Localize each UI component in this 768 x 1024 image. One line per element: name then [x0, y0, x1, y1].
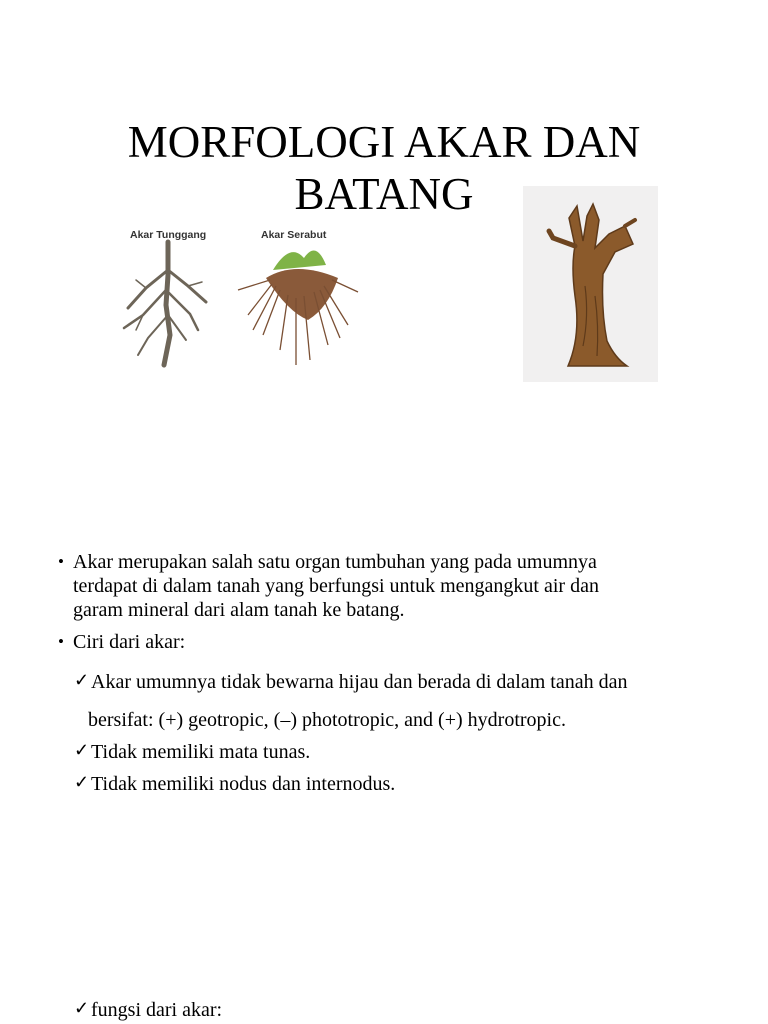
bullet-line: Akar merupakan salah satu organ tumbuhan yang pada umumnya [73, 551, 597, 573]
taproot-label: Akar Tunggang [130, 229, 207, 241]
tree-trunk-icon [523, 186, 658, 382]
bullet-line: Ciri dari akar: [73, 631, 186, 653]
title-line-2: BATANG [294, 169, 474, 219]
bullet-marker-2: • [58, 632, 64, 651]
check-item-2: Tidak memiliki mata tunas. [91, 741, 311, 763]
roots-illustration [58, 220, 413, 370]
bullet-line: terdapat di dalam tanah yang berfungsi untuk mengangkut air dan [73, 575, 599, 597]
check-item-3: Tidak memiliki nodus dan internodus. [91, 773, 396, 795]
fungsi-akar-heading: fungsi dari akar: [91, 999, 223, 1021]
check-item-1: Akar umumnya tidak bewarna hijau dan berada di dalam tanah dan [91, 671, 628, 693]
tree-trunk-illustration [523, 186, 658, 382]
check-marker-4: ✓ [74, 998, 90, 1018]
check-marker-2: ✓ [74, 740, 90, 760]
bullet-line: garam mineral dari alam tanah ke batang. [73, 599, 405, 621]
check-item-1-continued: bersifat: (+) geotropic, (–) phototropic, and (+) hydrotropic. [88, 709, 566, 731]
bullet-ciri-akar [73, 630, 185, 654]
title-line-1: MORFOLOGI AKAR DAN [127, 117, 641, 167]
check-marker-3: ✓ [74, 772, 90, 792]
check-marker-1: ✓ [74, 670, 90, 690]
taproot-icon [124, 242, 206, 365]
bullet-marker-1: • [58, 552, 64, 571]
fibrous-root-label: Akar Serabut [261, 229, 327, 241]
fibrous-root-icon [238, 250, 358, 365]
bullet-akar-definition [73, 550, 599, 622]
